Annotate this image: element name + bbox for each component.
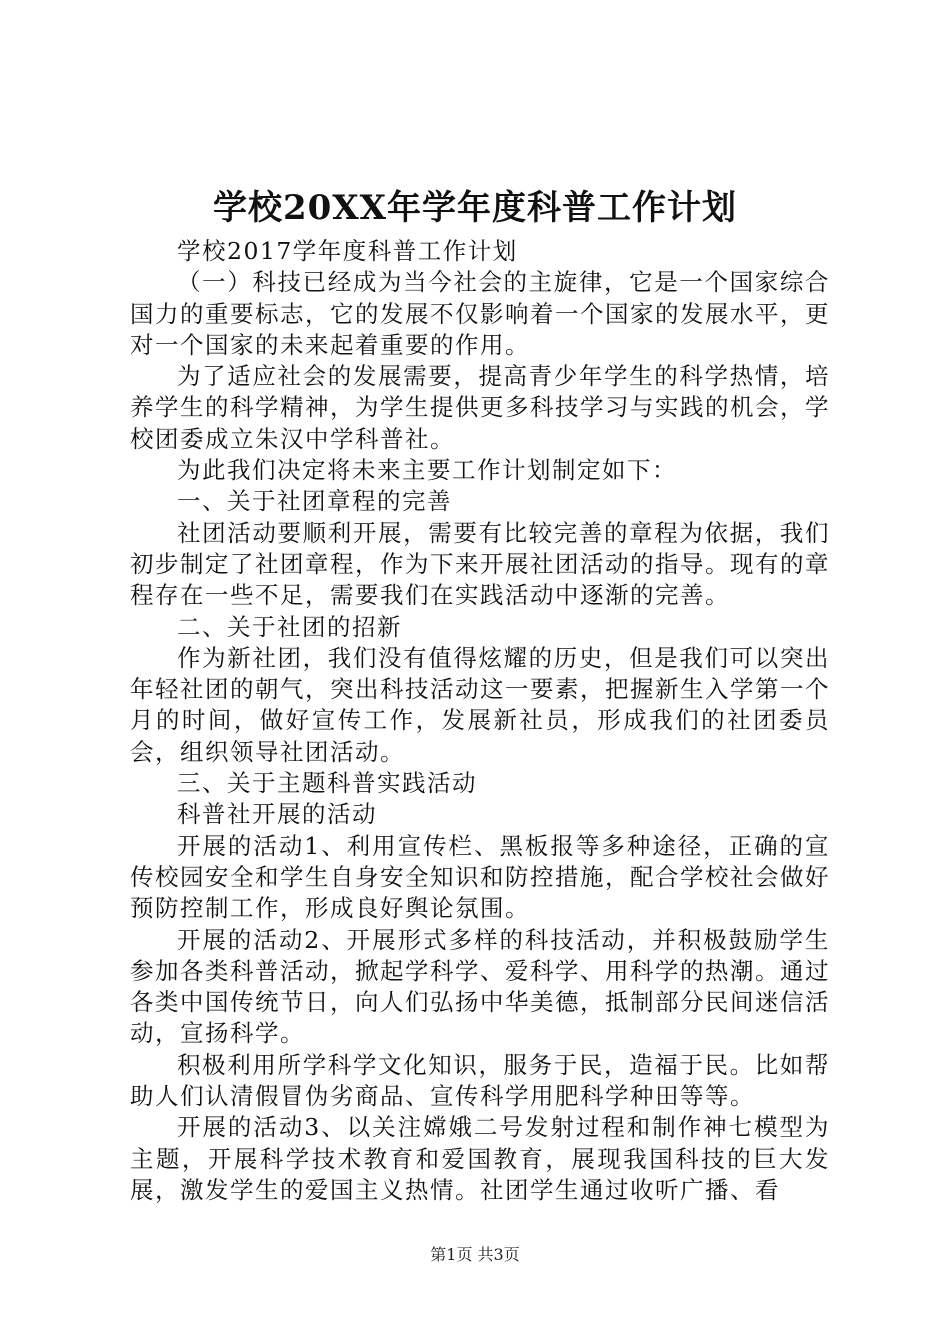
section-heading: 二、关于社团的招新 xyxy=(177,612,402,641)
paragraph: 社团活动要顺利开展，需要有比较完善的章程为依据，我们初步制定了社团章程，作为下来开展社团活动的指导。现有的章程存在一些不足，需要我们在实践活动中逐渐的完善。 xyxy=(130,518,830,610)
paragraph: 学校2017学年度科普工作计划 xyxy=(177,237,518,265)
paragraph: 开展的活动3、以关注嫦娥二号发射过程和制作神七模型为主题，开展科学技术教育和爱国教育，展现我国科技的巨大发展，激发学生的爱国主义热情。社团学生通过收听广播、看 xyxy=(130,1113,830,1204)
section-heading: 一、关于社团章程的完善 xyxy=(177,487,452,516)
paragraph: 作为新社团，我们没有值得炫耀的历史，但是我们可以突出年轻社团的朝气，突出科技活动这一要素，把握新生入学第一个月的时间，做好宣传工作，发展新社员，形成我们的社团委员会，组织领导社团活动。 xyxy=(130,643,830,766)
paragraph: 为了适应社会的发展需要，提高青少年学生的科学热情，培养学生的科学精神，为学生提供更多科技学习与实践的机会，学校团委成立朱汉中学科普社。 xyxy=(130,362,830,453)
section-heading: 三、关于主题科普实践活动 xyxy=(177,769,477,798)
paragraph: 为此我们决定将未来主要工作计划制定如下： xyxy=(177,456,677,485)
paragraph: （一）科技已经成为当今社会的主旋律，它是一个国家综合国力的重要标志，它的发展不仅影响着一个国家的发展水平，更对一个国家的未来起着重要的作用。 xyxy=(130,268,830,359)
document-body xyxy=(130,236,830,1206)
document-title: 学校20XX年学年度科普工作计划 xyxy=(212,188,738,228)
paragraph: 开展的活动2、开展形式多样的科技活动，并积极鼓励学生参加各类科普活动，掀起学科学、爱科学、用科学的热潮。通过各类中国传统节日，向人们弘扬中华美德，抵制部分民间迷信活动，宣扬科学。 xyxy=(130,925,830,1048)
paragraph: 积极利用所学科学文化知识，服务于民，造福于民。比如帮助人们认清假冒伪劣商品、宣传科学用肥科学种田等等。 xyxy=(130,1050,830,1111)
paragraph: 科普社开展的活动 xyxy=(177,800,377,829)
page-footer: 第1页 共3页 xyxy=(430,1245,520,1264)
paragraph: 开展的活动1、利用宣传栏、黑板报等多种途径，正确的宣传校园安全和学生自身安全知识和防控措施，配合学校社会做好预防控制工作，形成良好舆论氛围。 xyxy=(130,831,830,923)
